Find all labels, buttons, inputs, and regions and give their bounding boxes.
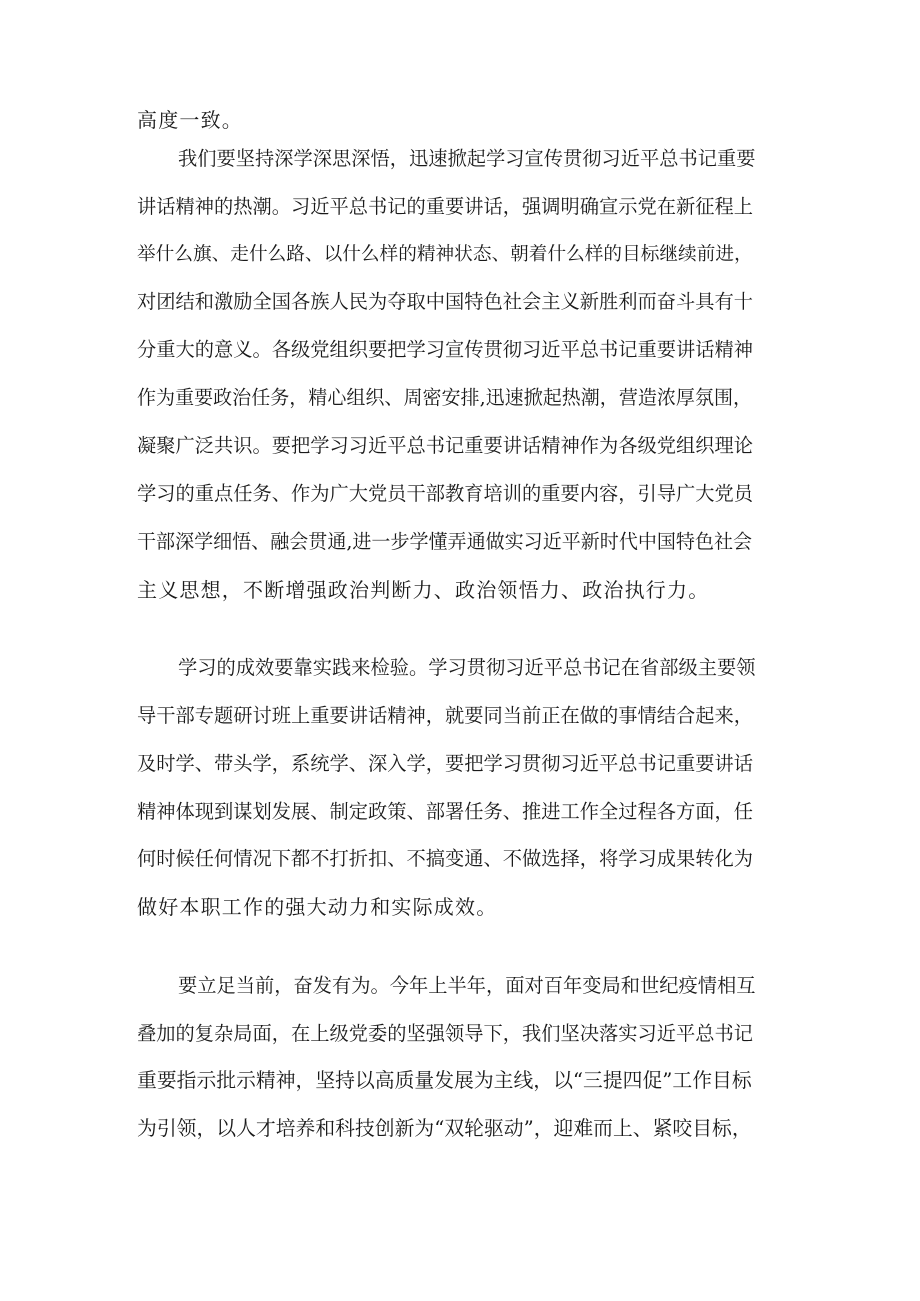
text-line: 分重大的意义。各级党组织要把学习宣传贯彻习近平总书记重要讲话精神: [137, 338, 753, 361]
text-line: 举什么旗、走什么路、以什么样的精神状态、朝着什么样的目标继续前进，: [137, 244, 753, 265]
text-line: 学习的重点任务、作为广大党员干部教育培训的重要内容，引导广大党员: [137, 482, 753, 505]
text-line: 讲话精神的热潮。习近平总书记的重要讲话，强调明确宣示党在新征程上: [137, 195, 753, 218]
text-line: 何时候任何情况下都不打折扣、不搞变通、不做选择，将学习成果转化为: [137, 847, 753, 870]
text-line: 精神体现到谋划发展、制定政策、部署任务、推进工作全过程各方面，任: [137, 800, 753, 823]
text-line: 要立足当前，奋发有为。今年上半年，面对百年变局和世纪疫情相互: [178, 974, 756, 997]
text-line: 叠加的复杂局面，在上级党委的坚强领导下，我们坚决落实习近平总书记: [137, 1022, 753, 1045]
text-line: 我们要坚持深学深思深悟，迅速掀起学习宣传贯彻习近平总书记重要: [178, 147, 756, 170]
text-line: 干部深学细悟、融会贯通,进一步学懂弄通做实习近平新时代中国特色社会: [137, 531, 753, 553]
text-line: 重要指示批示精神，坚持以高质量发展为主线，以“三提四促”工作目标: [137, 1069, 752, 1092]
text-line: 为引领，以人才培养和科技创新为“双轮驱动”，迎难而上、紧咬目标，: [137, 1117, 752, 1140]
text-line: 高度一致。: [137, 108, 243, 132]
text-line: 主义思想，不断增强政治判断力、政治领悟力、政治执行力。: [137, 578, 710, 602]
text-line: 及时学、带头学，系统学、深入学，要把学习贯彻习近平总书记重要讲话: [137, 752, 753, 775]
text-line: 对团结和激励全国各族人民为夺取中国特色社会主义新胜利而奋斗具有十: [137, 290, 753, 313]
text-line: 作为重要政治任务，精心组织、周密安排,迅速掀起热潮，营造浓厚氛围，: [137, 387, 753, 409]
text-line: 做好本职工作的强大动力和实际成效。: [137, 895, 498, 919]
text-line: 凝聚广泛共识。要把学习习近平总书记重要讲话精神作为各级党组织理论: [137, 434, 753, 457]
text-line: 学习的成效要靠实践来检验。学习贯彻习近平总书记在省部级主要领: [178, 656, 756, 679]
text-line: 导干部专题研讨班上重要讲话精神，就要同当前正在做的事情结合起来，: [137, 704, 753, 727]
